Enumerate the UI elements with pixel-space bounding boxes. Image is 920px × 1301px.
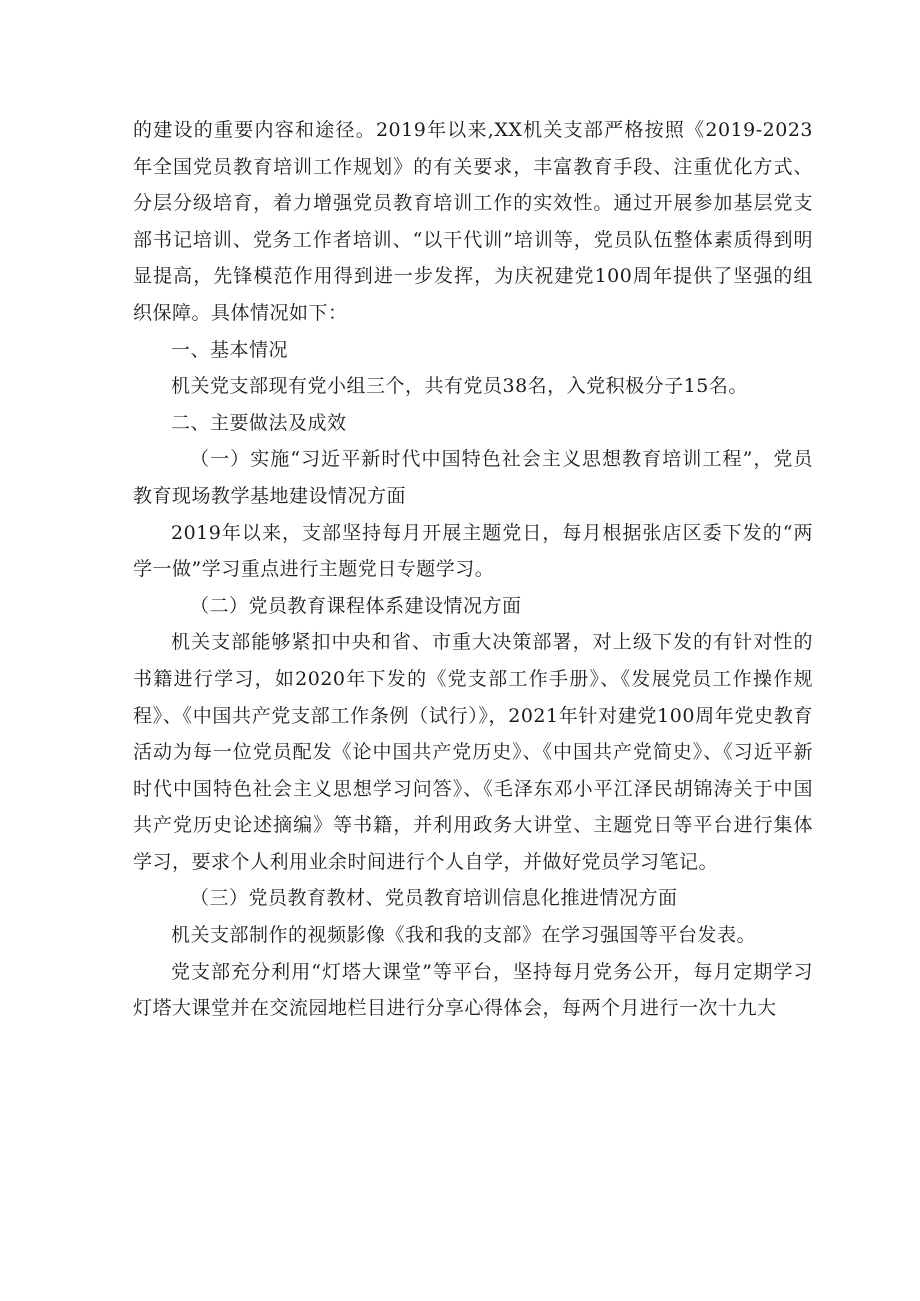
intro-paragraph: 的建设的重要内容和途径。2019年以来,XX机关支部严格按照《2019-2023年全国党员教育培训工作规划》的有关要求，丰富教育手段、注重优化方式、分层分级培育，着力增强党员教育培训工作的实效性。通过开展参加基层党支部书记培训、党务工作者培训、“以干代训”培训等，党员队伍整体素质得到明显提高，先锋模范作用得到进一步发挥，为庆祝建党100周年提供了坚强的组织保障。具体情况如下：: [133, 119, 813, 324]
subsection-heading-1: （一）实施“习近平新时代中国特色社会主义思想教育培训工程”，党员教育现场教学基地建设情况方面: [133, 448, 813, 507]
subsection-3-paragraph-1: 机关支部制作的视频影像《我和我的支部》在学习强国等平台发表。: [171, 924, 757, 947]
subsection-2-paragraph: 机关支部能够紧扣中央和省、市重大决策部署，对上级下发的有针对性的书籍进行学习，如2020年下发的《党支部工作手册》、《发展党员工作操作规程》、《中国共产党支部工作条例（试行）》，2021年针对建党100周年党史教育活动为每一位党员配发《论中国共产党历史》、《中国共产党简史》、《习近平新时代中国特色社会主义思想学习问答》、《毛泽东邓小平江泽民胡锦涛关于中国共产党历史论述摘编》等书籍，并利用政务大讲堂、主题党日等平台进行集体学习，要求个人利用业余时间进行个人自学，并做好党员学习笔记。: [133, 631, 813, 873]
subsection-3-paragraph-2: 党支部充分利用“灯塔大课堂”等平台，坚持每月党务公开，每月定期学习灯塔大课堂并在交流园地栏目进行分享心得体会，每两个月进行一次十九大: [133, 960, 813, 1020]
subsection-1-paragraph: 2019年以来，支部坚持每月开展主题党日，每月根据张店区委下发的“两学一做”学习重点进行主题党日专题学习。: [133, 521, 813, 581]
section-heading-main-practices: 二、主要做法及成效: [171, 411, 347, 434]
subsection-heading-2: （二）党员教育课程体系建设情况方面: [190, 594, 522, 617]
section-heading-basic-situation: 一、基本情况: [171, 338, 289, 361]
document-body: [133, 112, 813, 1027]
subsection-heading-3: （三）党员教育教材、党员教育培训信息化推进情况方面: [190, 887, 678, 910]
basic-situation-paragraph: 机关党支部现有党小组三个，共有党员38名，入党积极分子15名。: [171, 375, 748, 398]
